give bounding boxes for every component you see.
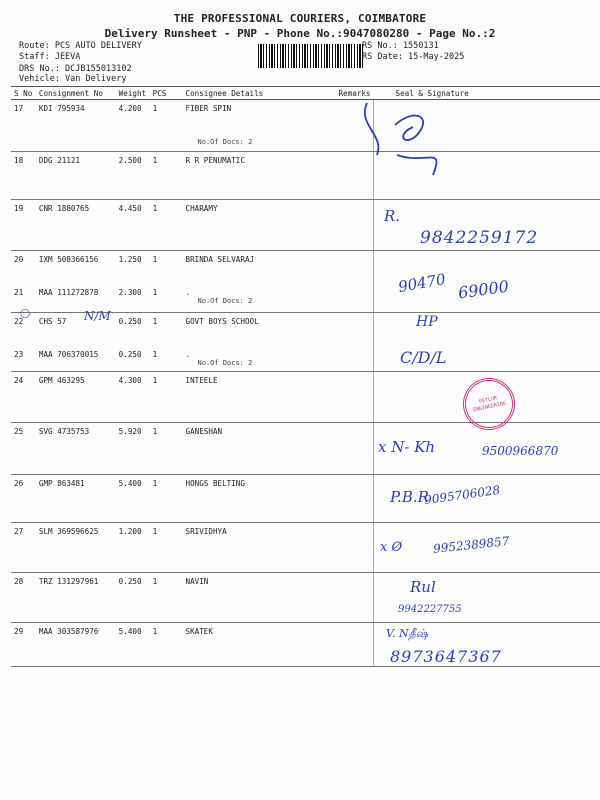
pcs-cell xyxy=(150,251,183,313)
consignee-cell: R R PENUMATIC xyxy=(183,152,336,200)
remarks-cell xyxy=(335,372,373,423)
sno-cell: 28 xyxy=(11,573,36,623)
route-text: Route: PCS AUTO DELIVERY xyxy=(19,41,142,51)
signature-mark: x Ø xyxy=(380,540,403,555)
drs-number: DRS No.: DCJB155013102 xyxy=(19,64,132,74)
stamp-text: PETLUR ENGINEERING xyxy=(472,395,507,414)
consignee-cell: SKATEK xyxy=(183,623,336,667)
consignment-cell: DDG 21121 xyxy=(36,152,116,200)
consignee-cell xyxy=(183,313,336,372)
consignee-cell: SRIVIDHYA xyxy=(183,523,336,573)
sno-value: 22 xyxy=(14,317,24,326)
pcs-cell: 1 xyxy=(150,100,183,152)
table-row xyxy=(11,573,600,623)
pcs-cell: 1 xyxy=(150,200,183,251)
pcs-cell: 1 xyxy=(150,573,183,623)
runsheet-table xyxy=(11,86,600,667)
pcs-cell: 1 xyxy=(150,372,183,423)
remarks-cell xyxy=(335,423,373,475)
col-header: Remarks xyxy=(335,87,373,100)
pcs-cell xyxy=(150,313,183,372)
consignee-cell xyxy=(183,251,336,313)
remarks-cell xyxy=(335,313,373,372)
col-header: Consignment No xyxy=(36,87,116,100)
weight-cell xyxy=(116,251,150,313)
company-title: THE PROFESSIONAL COURIERS, COIMBATORE xyxy=(173,12,427,25)
handwritten-phone: 9095706028 xyxy=(423,482,501,508)
pcs-value: 1 xyxy=(152,317,158,326)
consignee-cell: GANESHAN xyxy=(183,423,336,475)
consignee-cell: INTEELE xyxy=(183,372,336,423)
handwritten-phone: 9952389857 xyxy=(432,534,510,556)
consignee-cell: NAVIN xyxy=(183,573,336,623)
handwritten-phone: 9842259172 xyxy=(420,228,539,248)
sno-cell: 26 xyxy=(11,475,36,523)
handwritten-code: C/D/L xyxy=(400,348,447,367)
sno-cell: 19 xyxy=(11,200,36,251)
pcs-value: 1 xyxy=(152,255,158,264)
handwritten-name: P.B.R xyxy=(390,488,429,506)
consignment-cell: GMP 863481 xyxy=(36,475,116,523)
docs-count: No.Of Docs: 2 xyxy=(197,359,253,367)
pcs-cell: 1 xyxy=(150,152,183,200)
pcs-value: 1 xyxy=(152,288,158,297)
remarks-cell xyxy=(335,475,373,523)
weight-value: 0.250 xyxy=(118,350,142,359)
signature-mark: Rul xyxy=(410,578,436,596)
docs-count: No.Of Docs: 2 xyxy=(197,297,253,305)
sno-value: 20 xyxy=(14,255,24,264)
consignment-cell: KDI 795934 xyxy=(36,100,116,152)
row22-remark: N/M xyxy=(84,309,111,323)
runsheet-subtitle: Delivery Runsheet - PNP - Phone No.:9047080280 - Page No.:2 xyxy=(104,27,496,40)
col-header: Seal & Signature xyxy=(374,87,600,100)
vehicle-text: Vehicle: Van Delivery xyxy=(19,74,127,84)
handwritten-phone: 9500966870 xyxy=(482,444,559,458)
consignment-cell xyxy=(36,251,116,313)
table-row xyxy=(11,152,600,200)
consignment-cell: CNR 1880765 xyxy=(36,200,116,251)
weight-cell: 2.500 xyxy=(116,152,150,200)
consignment-cell: GPM 463295 xyxy=(36,372,116,423)
handwritten-name: V. Nதீஷ் xyxy=(386,627,429,640)
handwritten-initials: HP xyxy=(416,314,438,330)
col-header: Weight xyxy=(116,87,150,100)
signature-scribble xyxy=(355,95,465,195)
weight-cell: 1.200 xyxy=(116,523,150,573)
handwritten-phone: 8973647367 xyxy=(390,647,502,666)
handwritten-number: 90470 xyxy=(396,269,447,297)
remarks-cell xyxy=(335,523,373,573)
staff-text: Staff: JEEVA xyxy=(19,52,81,62)
consignee-name: . xyxy=(185,350,191,359)
consignee-name: BRINDA SELVARAJ xyxy=(185,255,255,264)
barcode xyxy=(258,44,363,68)
sno-value: 23 xyxy=(14,350,24,359)
handwritten-number: 69000 xyxy=(456,276,510,303)
sno-cell: 29 xyxy=(11,623,36,667)
signature-mark: x N- Kh xyxy=(378,438,436,456)
sno-cell xyxy=(11,251,36,313)
pcs-cell: 1 xyxy=(150,523,183,573)
sno-value: 21 xyxy=(14,288,24,297)
sno-cell: 18 xyxy=(11,152,36,200)
weight-cell: 4.200 xyxy=(116,100,150,152)
consignee-name: . xyxy=(185,288,191,297)
weight-cell: 5.400 xyxy=(116,623,150,667)
consignee-name: FIBER SPIN xyxy=(185,104,232,113)
col-header: S No xyxy=(11,87,36,100)
table-header-row xyxy=(11,87,600,100)
pcs-cell: 1 xyxy=(150,423,183,475)
pcs-cell: 1 xyxy=(150,623,183,667)
col-header: Consignee Details xyxy=(183,87,336,100)
consignment-cell: MAA 303587976 xyxy=(36,623,116,667)
weight-cell: 5.920 xyxy=(116,423,150,475)
table-row xyxy=(11,623,600,667)
signature-mark: R. xyxy=(384,207,401,225)
consignee-cell: CHARAMY xyxy=(183,200,336,251)
consignment-value: MAA 111272878 xyxy=(38,288,99,297)
sno-cell: 25 xyxy=(11,423,36,475)
remarks-cell xyxy=(335,251,373,313)
consignment-value: MAA 706370015 xyxy=(38,350,99,359)
weight-cell: 5.400 xyxy=(116,475,150,523)
table-row xyxy=(11,251,600,313)
signature-cell xyxy=(374,573,600,623)
consignee-cell xyxy=(183,100,336,152)
remarks-cell xyxy=(335,623,373,667)
table-row xyxy=(11,523,600,573)
weight-value: 1.250 xyxy=(118,255,142,264)
rs-date: RS Date: 15-May-2025 xyxy=(362,52,465,62)
weight-cell: 4.300 xyxy=(116,372,150,423)
table-row xyxy=(11,100,600,152)
col-header: PCS xyxy=(150,87,183,100)
sno-cell: 17 xyxy=(11,100,36,152)
remarks-cell xyxy=(335,573,373,623)
handwritten-phone: 9942227755 xyxy=(398,604,462,615)
sno-cell xyxy=(11,313,36,372)
consignment-value: IXM 508366156 xyxy=(38,255,99,264)
pcs-value: 1 xyxy=(152,350,158,359)
row22-circle-mark: ◯ xyxy=(20,309,31,319)
consignment-cell: SLM 369596625 xyxy=(36,523,116,573)
weight-cell xyxy=(116,313,150,372)
rs-number: RS No.: 1550131 xyxy=(362,41,439,51)
consignment-value: CHS 57 xyxy=(38,317,67,326)
remarks-cell xyxy=(335,200,373,251)
consignee-cell: HONGS BELTING xyxy=(183,475,336,523)
consignment-cell: TRZ 131297961 xyxy=(36,573,116,623)
consignee-name: GOVT BOYS SCHOOL xyxy=(185,317,259,326)
consignment-cell: SVG 4735753 xyxy=(36,423,116,475)
pcs-cell: 1 xyxy=(150,475,183,523)
weight-value: 0.250 xyxy=(118,317,142,326)
table-row xyxy=(11,475,600,523)
weight-value: 2.300 xyxy=(118,288,142,297)
sno-cell: 24 xyxy=(11,372,36,423)
weight-cell: 0.250 xyxy=(116,573,150,623)
sno-cell: 27 xyxy=(11,523,36,573)
weight-cell: 4.450 xyxy=(116,200,150,251)
docs-count: No.Of Docs: 2 xyxy=(197,138,253,146)
